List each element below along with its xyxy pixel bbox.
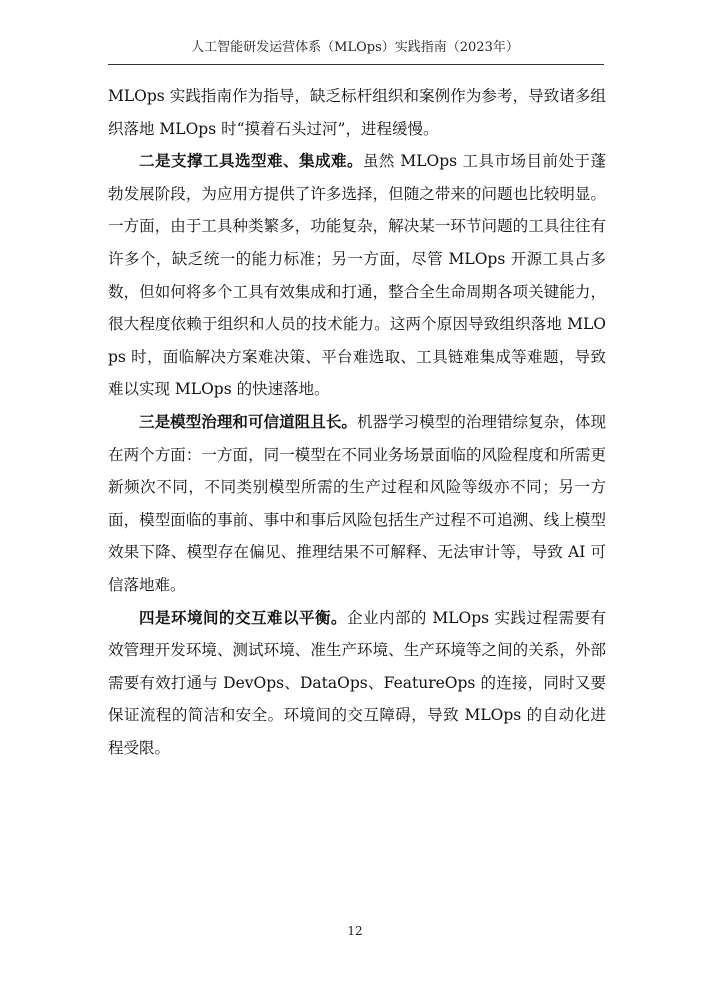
page-number: 12: [347, 924, 363, 938]
paragraph-text: MLOps 实践指南作为指导，缺乏标杆组织和案例作为参考，导致诸多组织落地 MLOps 时“摸着石头过河”，进程缓慢。: [108, 87, 606, 138]
paragraph-tool-selection: [108, 145, 606, 406]
paragraph-lead-heading: 二是支撑工具选型难、集成难。: [139, 152, 363, 171]
paragraph-lead-heading: 四是环境间的交互难以平衡。: [139, 608, 347, 627]
page-header-title: 人工智能研发运营体系（MLOps）实践指南（2023年）: [191, 40, 519, 55]
document-body: [108, 80, 606, 764]
paragraph-model-governance: [108, 406, 606, 602]
paragraph-text: 机器学习模型的治理错综复杂，体现在两个方面：一方面，同一模型在不同业务场景面临的风险程度和所需更新频次不同，不同类别模型所需的生产过程和风险等级亦不同；另一方面，模型面临的事前、事中和事后风险包括生产过程不可追溯、线上模型效果下降、模型存在偏见、推理结果不可解释、无法审计等，导致 AI 可信落地难。: [108, 412, 606, 594]
paragraph-lead-heading: 三是模型治理和可信道阻且长。: [139, 412, 357, 431]
paragraph-continuation: [108, 80, 606, 145]
paragraph-text: 企业内部的 MLOps 实践过程需要有效管理开发环境、测试环境、准生产环境、生产环境等之间的关系，外部需要有效打通与 DevOps、DataOps、FeatureOps 的连接，同时又要保证流程的简洁和安全。环境间的交互障碍，导致 MLOps 的自动化进程受限。: [108, 608, 606, 757]
paragraph-environment-interaction: [108, 602, 606, 765]
header-divider: [108, 64, 604, 65]
paragraph-text: 虽然 MLOps 工具市场目前处于蓬勃发展阶段，为应用方提供了许多选择，但随之带来的问题也比较明显。一方面，由于工具种类繁多，功能复杂，解决某一环节问题的工具往往有许多个，缺乏统一的能力标准；另一方面，尽管 MLOps 开源工具占多数，但如何将多个工具有效集成和打通，整合全生命周期各项关键能力，很大程度依赖于组织和人员的技术能力。这两个原因导致组织落地 MLOps 时，面临解决方案难决策、平台难选取、工具链难集成等难题，导致难以实现 MLOps 的快速落地。: [108, 152, 606, 399]
